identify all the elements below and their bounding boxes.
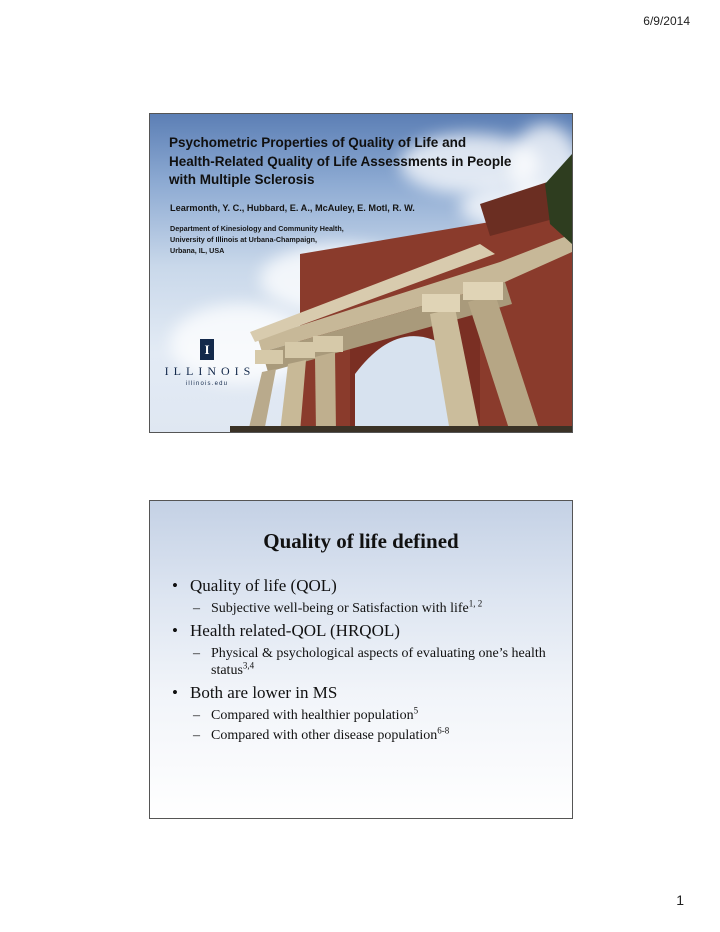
content-slide xyxy=(149,500,573,819)
illinois-logo xyxy=(150,339,264,387)
logo-wordmark: ILLINOIS xyxy=(164,364,256,378)
bullet-icon: • xyxy=(172,683,178,702)
bullet-list xyxy=(170,573,565,747)
logo-url: illinois.edu xyxy=(185,381,229,387)
sub-list-item: – Physical & psychological aspects of evaluating one’s health status$^{3,4}$ xyxy=(193,646,546,678)
block-i-icon: I xyxy=(200,339,214,360)
list-item: • Quality of life (QOL) xyxy=(172,576,337,595)
dash-icon: – xyxy=(193,646,200,661)
presentation-title: Psychometric Properties of Quality of Life and Health-Related Quality of Life Assessments in People with Multiple Sclerosis xyxy=(169,135,512,187)
dash-icon: – xyxy=(193,601,200,616)
bullet-icon: • xyxy=(172,621,178,640)
sub-list-item: – Compared with healthier population$^5$ xyxy=(193,705,419,723)
dash-icon: – xyxy=(193,708,200,723)
affiliation: Department of Kinesiology and Community Health, University of Illinois at Urbana-Champaign, Urbana, IL, USA xyxy=(170,224,344,255)
dash-icon: – xyxy=(193,728,200,743)
bullet-icon: • xyxy=(172,576,178,595)
page-date: 6/9/2014 xyxy=(643,14,690,28)
sub-list-item: – Compared with other disease population$^{6-8}$ xyxy=(193,725,450,743)
list-item: • Both are lower in MS xyxy=(172,683,338,702)
authors: Learmonth, Y. C., Hubbard, E. A., McAuley, E. Motl, R. W. xyxy=(170,203,415,213)
sub-list-item: – Subjective well-being or Satisfaction with life$^{1, 2}$ xyxy=(193,598,483,616)
slide-title: Quality of life defined xyxy=(263,529,459,553)
list-item: • Health related-QOL (HRQOL) xyxy=(172,621,400,640)
page-number: 1 xyxy=(676,892,684,908)
title-slide xyxy=(149,113,573,433)
